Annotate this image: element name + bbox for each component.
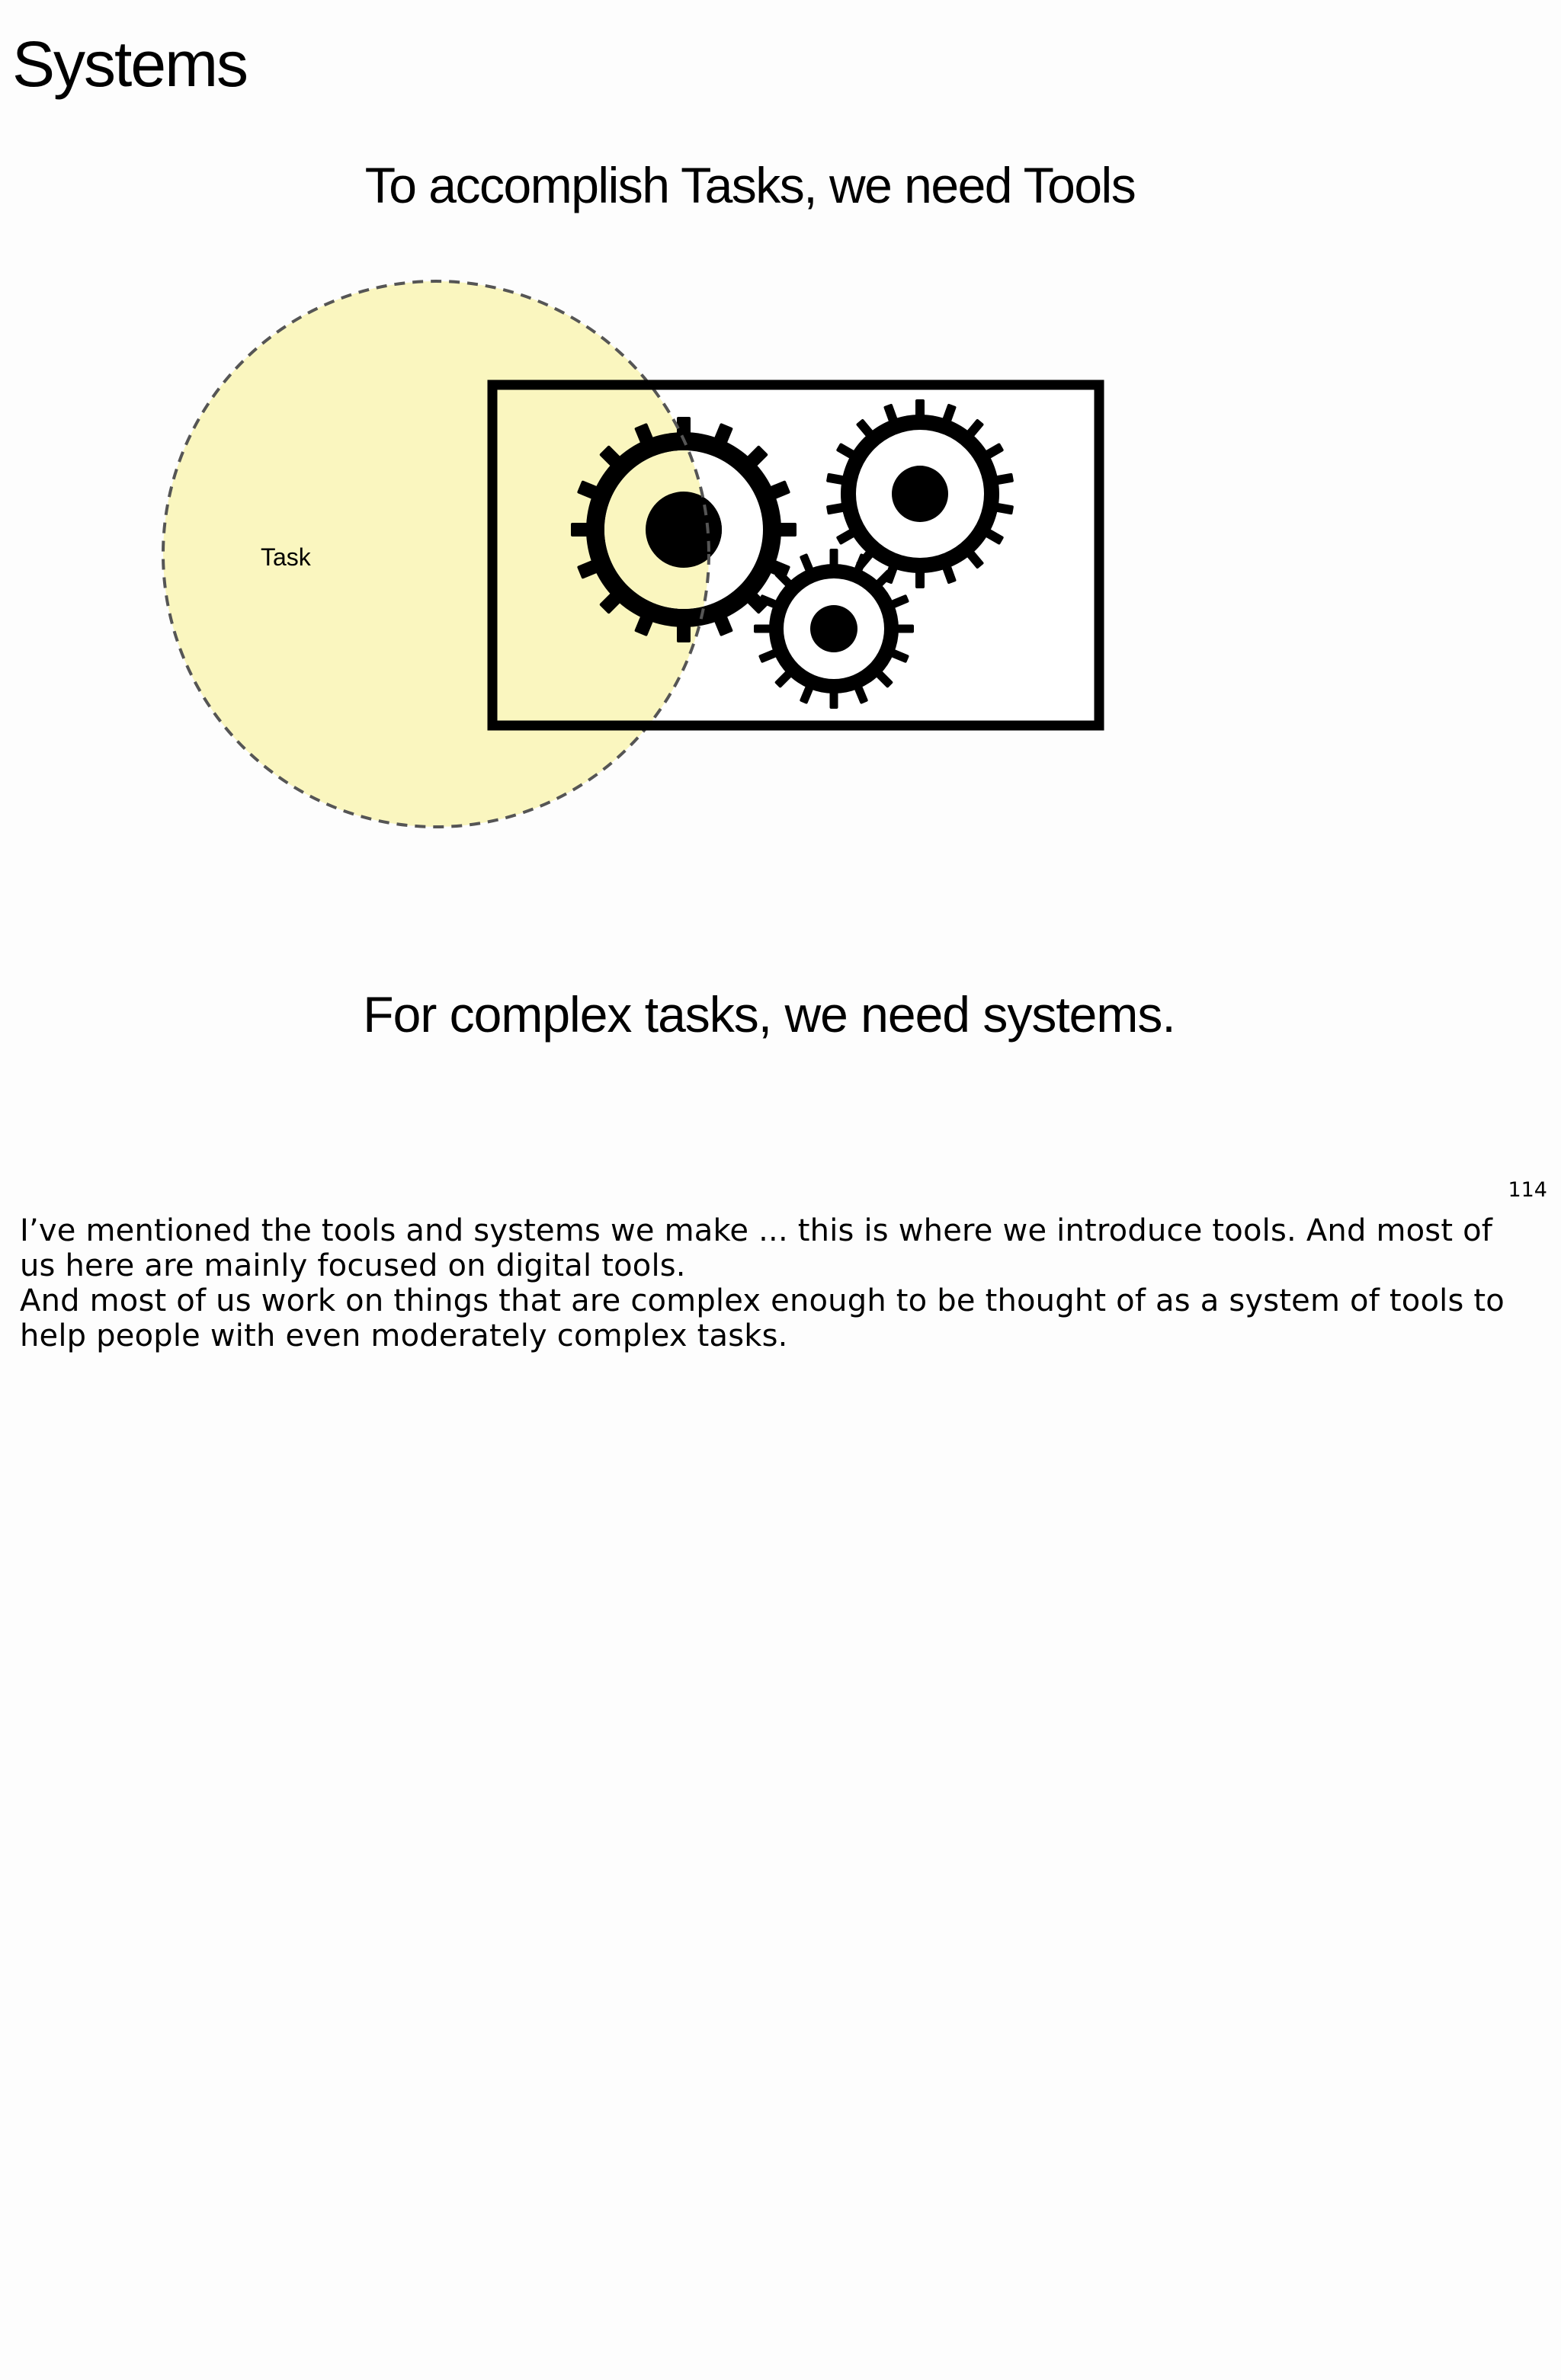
- notes-paragraph: And most of us work on things that are complex enough to be thought of as a system of tools to help people with even moderately complex tasks.: [20, 1283, 1505, 1353]
- slide-title: Systems: [12, 28, 248, 100]
- task-label: Task: [261, 543, 311, 571]
- page-number: 114: [1508, 1178, 1547, 1202]
- notes-paragraph: I’ve mentioned the tools and systems we make ... this is where we introduce tools. And most of us here are mainly focused on digital tools.: [20, 1213, 1493, 1283]
- slide-subtitle: To accomplish Tasks, we need Tools: [364, 157, 1136, 213]
- gear-icon: [754, 549, 914, 709]
- slide-tagline: For complex tasks, we need systems.: [363, 986, 1175, 1043]
- task-tools-diagram: [0, 0, 1561, 876]
- speaker-notes: [20, 1213, 1537, 1353]
